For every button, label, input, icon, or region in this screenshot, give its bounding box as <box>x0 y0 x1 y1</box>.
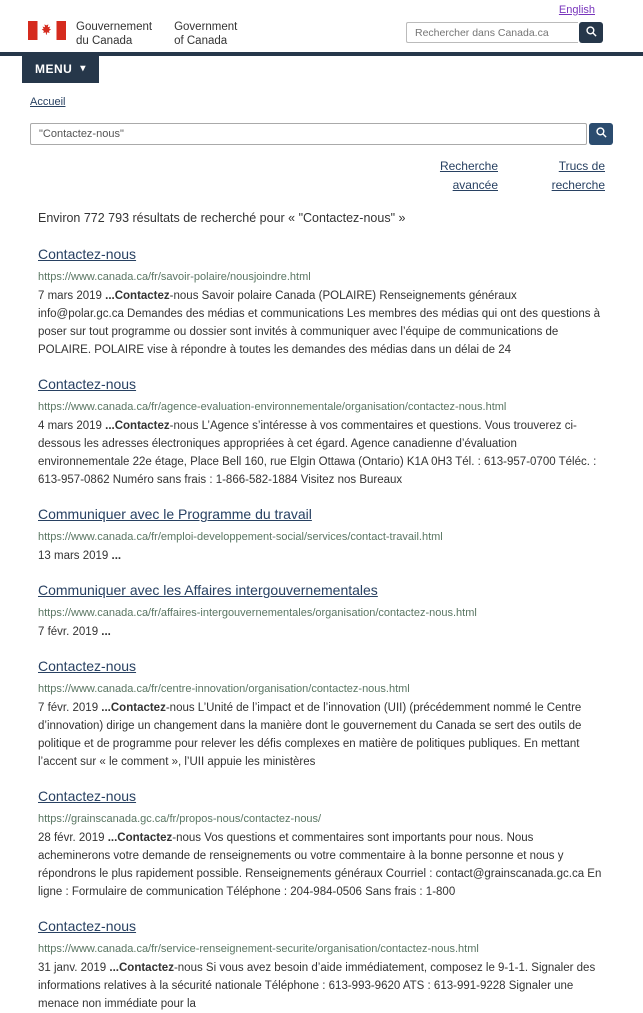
result-snippet <box>38 417 605 489</box>
result-title-link[interactable]: Communiquer avec les Affaires intergouvernementales <box>38 582 378 599</box>
result-snippet <box>38 829 605 901</box>
result-url: https://www.canada.ca/fr/emploi-developpement-social/services/contact-travail.html <box>38 531 443 544</box>
menu-button-label: MENU <box>35 62 73 76</box>
search-results-list <box>38 246 605 1013</box>
search-result <box>38 582 605 641</box>
fip-english-wordmark: Government of Canada <box>174 21 238 48</box>
result-url: https://www.canada.ca/fr/agence-evaluation-environnementale/organisation/contactez-nous.html <box>38 401 507 414</box>
result-title-link[interactable]: Contactez-nous <box>38 376 137 393</box>
search-result <box>38 506 605 565</box>
snippet-highlight: ...Contactez <box>109 962 174 975</box>
site-search-form <box>406 22 603 43</box>
snippet-date: 7 févr. 2019 <box>38 702 102 715</box>
government-of-canada-signature <box>28 20 237 49</box>
search-result <box>38 376 605 489</box>
snippet-highlight: ... <box>111 550 122 563</box>
snippet-highlight: ...Contactez <box>107 832 173 845</box>
snippet-highlight: ...Contactez <box>101 702 166 715</box>
search-result <box>38 918 605 1013</box>
result-snippet <box>38 547 605 565</box>
results-count-summary: Environ 772 793 résultats de recherché pour « "Contactez-nous" » <box>38 211 406 226</box>
breadcrumb <box>30 96 643 108</box>
snippet-text: -nous Si vous avez besoin d’aide immédiatement, composez le 9-1-1. Signaler des informations relatives à la sécurité nationale Téléphone : 613-993-9620 ATS : 613-991-9228 Signaler une menace non immédiate pour la <box>38 962 596 1011</box>
search-helper-links <box>0 157 605 195</box>
chevron-down-icon: ▾ <box>80 63 86 74</box>
search-icon <box>595 126 608 142</box>
snippet-highlight: ... <box>101 626 111 639</box>
result-snippet <box>38 623 605 641</box>
canada-flag-icon <box>28 20 76 45</box>
result-title-link[interactable]: Contactez-nous <box>38 788 137 805</box>
snippet-date: 13 mars 2019 <box>38 550 112 563</box>
result-snippet <box>38 699 605 771</box>
result-url: https://www.canada.ca/fr/service-renseignement-securite/organisation/contactez-nous.html <box>38 943 479 956</box>
site-search-button[interactable] <box>579 22 603 43</box>
snippet-date: 7 mars 2019 <box>38 290 106 303</box>
advanced-search-link[interactable]: Recherche avancée <box>439 159 498 193</box>
result-title-link[interactable]: Contactez-nous <box>38 246 137 263</box>
snippet-text: -nous Savoir polaire Canada (POLAIRE) Renseignements généraux info@polar.gc.ca Demandes des médias et communications Les membres des médias qui ont des questions à poser sur tout programme ou dossier sont invités à communiquer avec l’équipe de communications de POLAIRE. POLAIRE vise à répondre à toutes les demandes des médias dans un délai de 24 <box>38 290 601 357</box>
result-url: https://www.canada.ca/fr/affaires-intergouvernementales/organisation/contactez-nous.html <box>38 607 477 620</box>
snippet-date: 31 janv. 2019 <box>38 962 110 975</box>
snippet-date: 4 mars 2019 <box>38 420 106 433</box>
search-query-input[interactable] <box>30 123 587 145</box>
result-title-link[interactable]: Contactez-nous <box>38 918 137 935</box>
result-title-link[interactable]: Contactez-nous <box>38 658 137 675</box>
snippet-text: -nous L’Agence s’intéresse à vos commentaires et questions. Vous trouverez ci-dessous les adresses électroniques appropriées à cet égard. Agence canadienne d’évaluation environnementale 22e étage, Place Bell 160, rue Elgin Ottawa (Ontario) K1A 0H3 Tél. : 613-957-0700 Téléc. : 613-957-0862 Numéro sans frais : 1-866-582-1884 Visitez nos Bureaux <box>38 420 597 487</box>
fip-french-wordmark: Gouvernement du Canada <box>76 21 153 48</box>
search-result <box>38 246 605 359</box>
menu-button[interactable] <box>22 56 99 83</box>
result-url: https://www.canada.ca/fr/centre-innovation/organisation/contactez-nous.html <box>38 683 410 696</box>
snippet-date: 28 févr. 2019 <box>38 832 108 845</box>
result-snippet <box>38 959 605 1013</box>
snippet-text: -nous L’Unité de l’impact et de l’innovation (UII) (précédemment nommé le Centre d’innovation) dirige un changement dans la manière dont le gouvernement du Canada se sert des outils de politique et de programme pour relever les défis complexes en matière de politiques publiques. En mettant l’accent sur « le comment », l’UII appuie les ministères <box>38 702 582 769</box>
search-result <box>38 788 605 901</box>
search-submit-button[interactable] <box>589 123 613 145</box>
site-header <box>0 0 643 52</box>
snippet-highlight: ...Contactez <box>105 290 170 303</box>
site-search-input[interactable] <box>406 22 578 43</box>
breadcrumb-home-link[interactable]: Accueil <box>30 96 66 108</box>
search-result <box>38 658 605 771</box>
result-title-link[interactable]: Communiquer avec le Programme du travail <box>38 506 312 523</box>
language-toggle-link[interactable]: English <box>558 4 595 16</box>
search-icon <box>585 25 598 41</box>
result-url: https://grainscanada.gc.ca/fr/propos-nous/contactez-nous/ <box>38 813 322 826</box>
result-snippet <box>38 287 605 359</box>
search-tips-link[interactable]: Trucs de recherche <box>551 159 605 193</box>
snippet-text: -nous Vos questions et commentaires sont importants pour nous. Nous acheminerons votre demande de renseignements ou votre commentaire à la bonne personne et nous y répondrons le plus rapidement possible. Renseignements généraux Courriel : contact@grainscanada.gc.ca En ligne : Formulaire de communication Téléphone : 204-984-0506 Sans frais : 1-800 <box>38 832 602 899</box>
snippet-highlight: ...Contactez <box>105 420 170 433</box>
snippet-date: 7 févr. 2019 <box>38 626 102 639</box>
results-search-form <box>30 123 613 145</box>
result-url: https://www.canada.ca/fr/savoir-polaire/nousjoindre.html <box>38 271 311 284</box>
